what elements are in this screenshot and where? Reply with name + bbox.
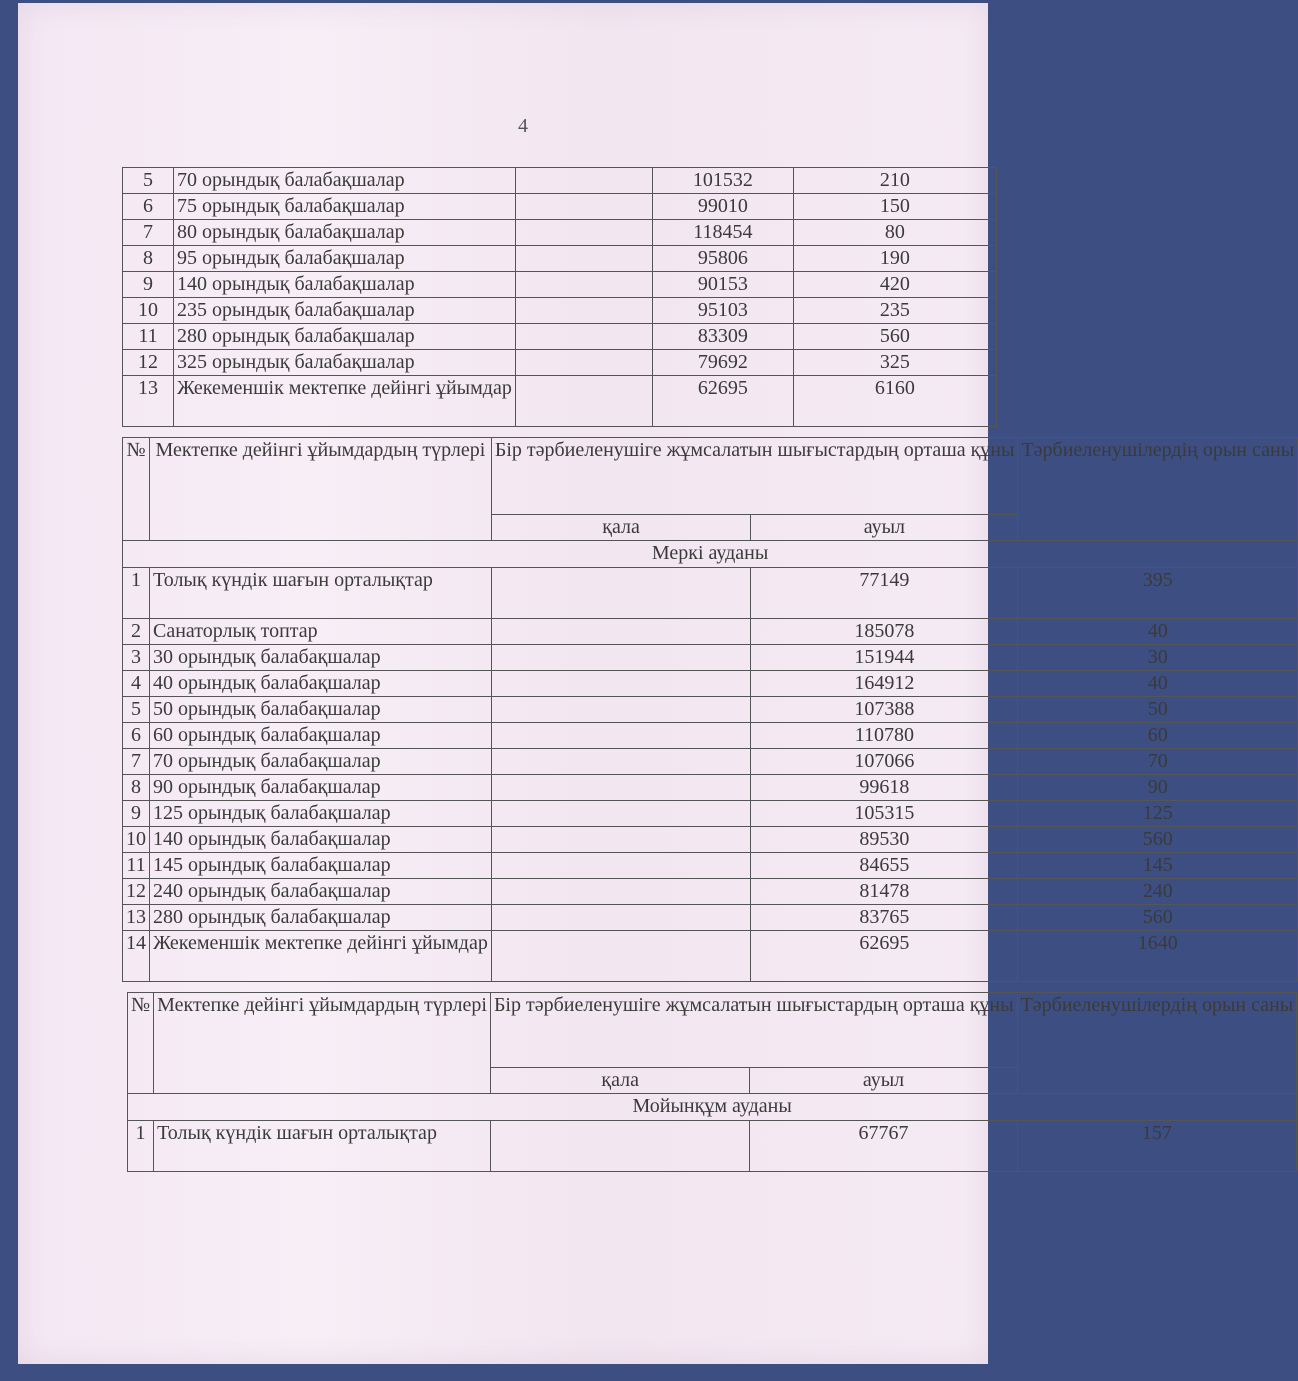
table-row [123,775,1298,801]
header-places: Тәрбиеленушілердің орын саны [1017,993,1297,1094]
table-row [123,298,997,324]
row-rural-cost: 83309 [652,324,793,350]
row-city-cost [515,220,652,246]
row-places: 145 [1018,853,1298,879]
row-city-cost [515,376,652,427]
row-type: 70 орындық балабақшалар [150,749,492,775]
row-number: 10 [123,827,150,853]
row-places: 190 [793,246,996,272]
row-city-cost [515,298,652,324]
row-city-cost [491,749,751,775]
table-row [123,568,1298,619]
row-type: Толық күндік шағын орталықтар [150,568,492,619]
row-type: 30 орындық балабақшалар [150,645,492,671]
row-city-cost [491,853,751,879]
row-rural-cost: 99618 [751,775,1018,801]
row-type: Санаторлық топтар [150,619,492,645]
row-rural-cost: 107388 [751,697,1018,723]
row-type: 90 орындық балабақшалар [150,775,492,801]
row-number: 6 [123,194,174,220]
table-row [123,272,997,298]
table-row [128,1121,1297,1172]
row-city-cost [515,168,652,194]
table-row [123,697,1298,723]
row-number: 9 [123,801,150,827]
row-city-cost [491,801,751,827]
row-places: 50 [1018,697,1298,723]
row-city-cost [515,324,652,350]
table-row [123,749,1298,775]
row-number: 5 [123,168,174,194]
row-places: 157 [1017,1121,1297,1172]
row-type: 140 орындық балабақшалар [150,827,492,853]
row-city-cost [491,931,751,982]
row-rural-cost: 95806 [652,246,793,272]
row-rural-cost: 79692 [652,350,793,376]
row-type: 235 орындық балабақшалар [174,298,516,324]
table-row [123,619,1298,645]
row-places: 80 [793,220,996,246]
table-row [123,879,1298,905]
row-rural-cost: 67767 [750,1121,1017,1172]
row-number: 14 [123,931,150,982]
row-type: Толық күндік шағын орталықтар [154,1121,491,1172]
header-no: № [128,993,154,1094]
row-number: 1 [128,1121,154,1172]
row-number: 7 [123,749,150,775]
header-cost: Бір тәрбиеленушіге жұмсалатын шығыстардың орташа құны [490,993,1017,1068]
row-number: 12 [123,879,150,905]
row-number: 8 [123,246,174,272]
row-number: 3 [123,645,150,671]
table-row [123,194,997,220]
row-rural-cost: 90153 [652,272,793,298]
table-continued [122,167,997,427]
page-number: 4 [518,115,528,137]
row-places: 125 [1018,801,1298,827]
row-city-cost [491,697,751,723]
row-places: 6160 [793,376,996,427]
row-type: 75 орындық балабақшалар [174,194,516,220]
header-city: қала [491,515,751,541]
district-title: Мойынқұм ауданы [128,1094,1297,1121]
row-places: 395 [1018,568,1298,619]
row-rural-cost: 81478 [751,879,1018,905]
row-type: 80 орындық балабақшалар [174,220,516,246]
table-row [123,645,1298,671]
row-rural-cost: 164912 [751,671,1018,697]
table-moiynkum [127,992,1297,1172]
row-type: 60 орындық балабақшалар [150,723,492,749]
header-rural: ауыл [750,1068,1017,1094]
row-places: 60 [1018,723,1298,749]
table-row [123,671,1298,697]
row-rural-cost: 84655 [751,853,1018,879]
row-city-cost [491,905,751,931]
table-row [123,931,1298,982]
row-number: 4 [123,671,150,697]
row-city-cost [515,246,652,272]
row-rural-cost: 95103 [652,298,793,324]
row-rural-cost: 105315 [751,801,1018,827]
row-rural-cost: 101532 [652,168,793,194]
table-row [123,376,997,427]
row-number: 7 [123,220,174,246]
row-rural-cost: 185078 [751,619,1018,645]
table-row [123,324,997,350]
row-number: 6 [123,723,150,749]
row-places: 1640 [1018,931,1298,982]
table-row [123,801,1298,827]
table-row [123,246,997,272]
table-row [123,853,1298,879]
row-type: Жекеменшік мектепке дейінгі ұйымдар [150,931,492,982]
header-cost: Бір тәрбиеленушіге жұмсалатын шығыстардың орташа құны [491,438,1018,515]
row-type: 70 орындық балабақшалар [174,168,516,194]
table-row [123,827,1298,853]
row-places: 560 [1018,827,1298,853]
header-type: Мектепке дейінгі ұйымдардың түрлері [150,438,492,541]
row-number: 9 [123,272,174,298]
row-number: 8 [123,775,150,801]
row-number: 1 [123,568,150,619]
row-type: 280 орындық балабақшалар [150,905,492,931]
row-rural-cost: 62695 [751,931,1018,982]
row-city-cost [515,272,652,298]
row-places: 30 [1018,645,1298,671]
row-places: 235 [793,298,996,324]
header-no: № [123,438,150,541]
table-row [123,168,997,194]
row-city-cost [491,619,751,645]
table-row [123,905,1298,931]
row-number: 5 [123,697,150,723]
row-number: 2 [123,619,150,645]
header-rural: ауыл [751,515,1018,541]
row-city-cost [491,671,751,697]
row-type: 240 орындық балабақшалар [150,879,492,905]
row-city-cost [491,879,751,905]
row-rural-cost: 107066 [751,749,1018,775]
row-type: 145 орындық балабақшалар [150,853,492,879]
row-rural-cost: 99010 [652,194,793,220]
row-rural-cost: 62695 [652,376,793,427]
table-row [123,220,997,246]
row-places: 240 [1018,879,1298,905]
row-number: 11 [123,853,150,879]
row-places: 70 [1018,749,1298,775]
row-type: 40 орындық балабақшалар [150,671,492,697]
row-number: 12 [123,350,174,376]
row-type: 140 орындық балабақшалар [174,272,516,298]
row-rural-cost: 151944 [751,645,1018,671]
row-city-cost [515,194,652,220]
row-places: 420 [793,272,996,298]
header-type: Мектепке дейінгі ұйымдардың түрлері [154,993,491,1094]
table-merki [122,437,1298,982]
header-city: қала [490,1068,750,1094]
table-row [123,723,1298,749]
table-row [123,350,997,376]
row-places: 40 [1018,619,1298,645]
row-city-cost [491,775,751,801]
row-rural-cost: 83765 [751,905,1018,931]
row-city-cost [490,1121,750,1172]
district-title: Меркі ауданы [123,541,1298,568]
row-city-cost [491,827,751,853]
row-places: 90 [1018,775,1298,801]
row-rural-cost: 89530 [751,827,1018,853]
row-type: 125 орындық балабақшалар [150,801,492,827]
row-type: 280 орындық балабақшалар [174,324,516,350]
row-city-cost [515,350,652,376]
row-places: 560 [793,324,996,350]
row-type: 325 орындық балабақшалар [174,350,516,376]
row-type: 95 орындық балабақшалар [174,246,516,272]
row-number: 10 [123,298,174,324]
row-number: 11 [123,324,174,350]
row-city-cost [491,723,751,749]
header-places: Тәрбиеленушілердің орын саны [1018,438,1298,541]
row-city-cost [491,645,751,671]
row-places: 210 [793,168,996,194]
row-type: Жекеменшік мектепке дейінгі ұйымдар [174,376,516,427]
row-places: 560 [1018,905,1298,931]
row-rural-cost: 110780 [751,723,1018,749]
row-places: 325 [793,350,996,376]
row-number: 13 [123,376,174,427]
row-type: 50 орындық балабақшалар [150,697,492,723]
row-number: 13 [123,905,150,931]
row-rural-cost: 77149 [751,568,1018,619]
row-places: 150 [793,194,996,220]
row-rural-cost: 118454 [652,220,793,246]
row-city-cost [491,568,751,619]
row-places: 40 [1018,671,1298,697]
